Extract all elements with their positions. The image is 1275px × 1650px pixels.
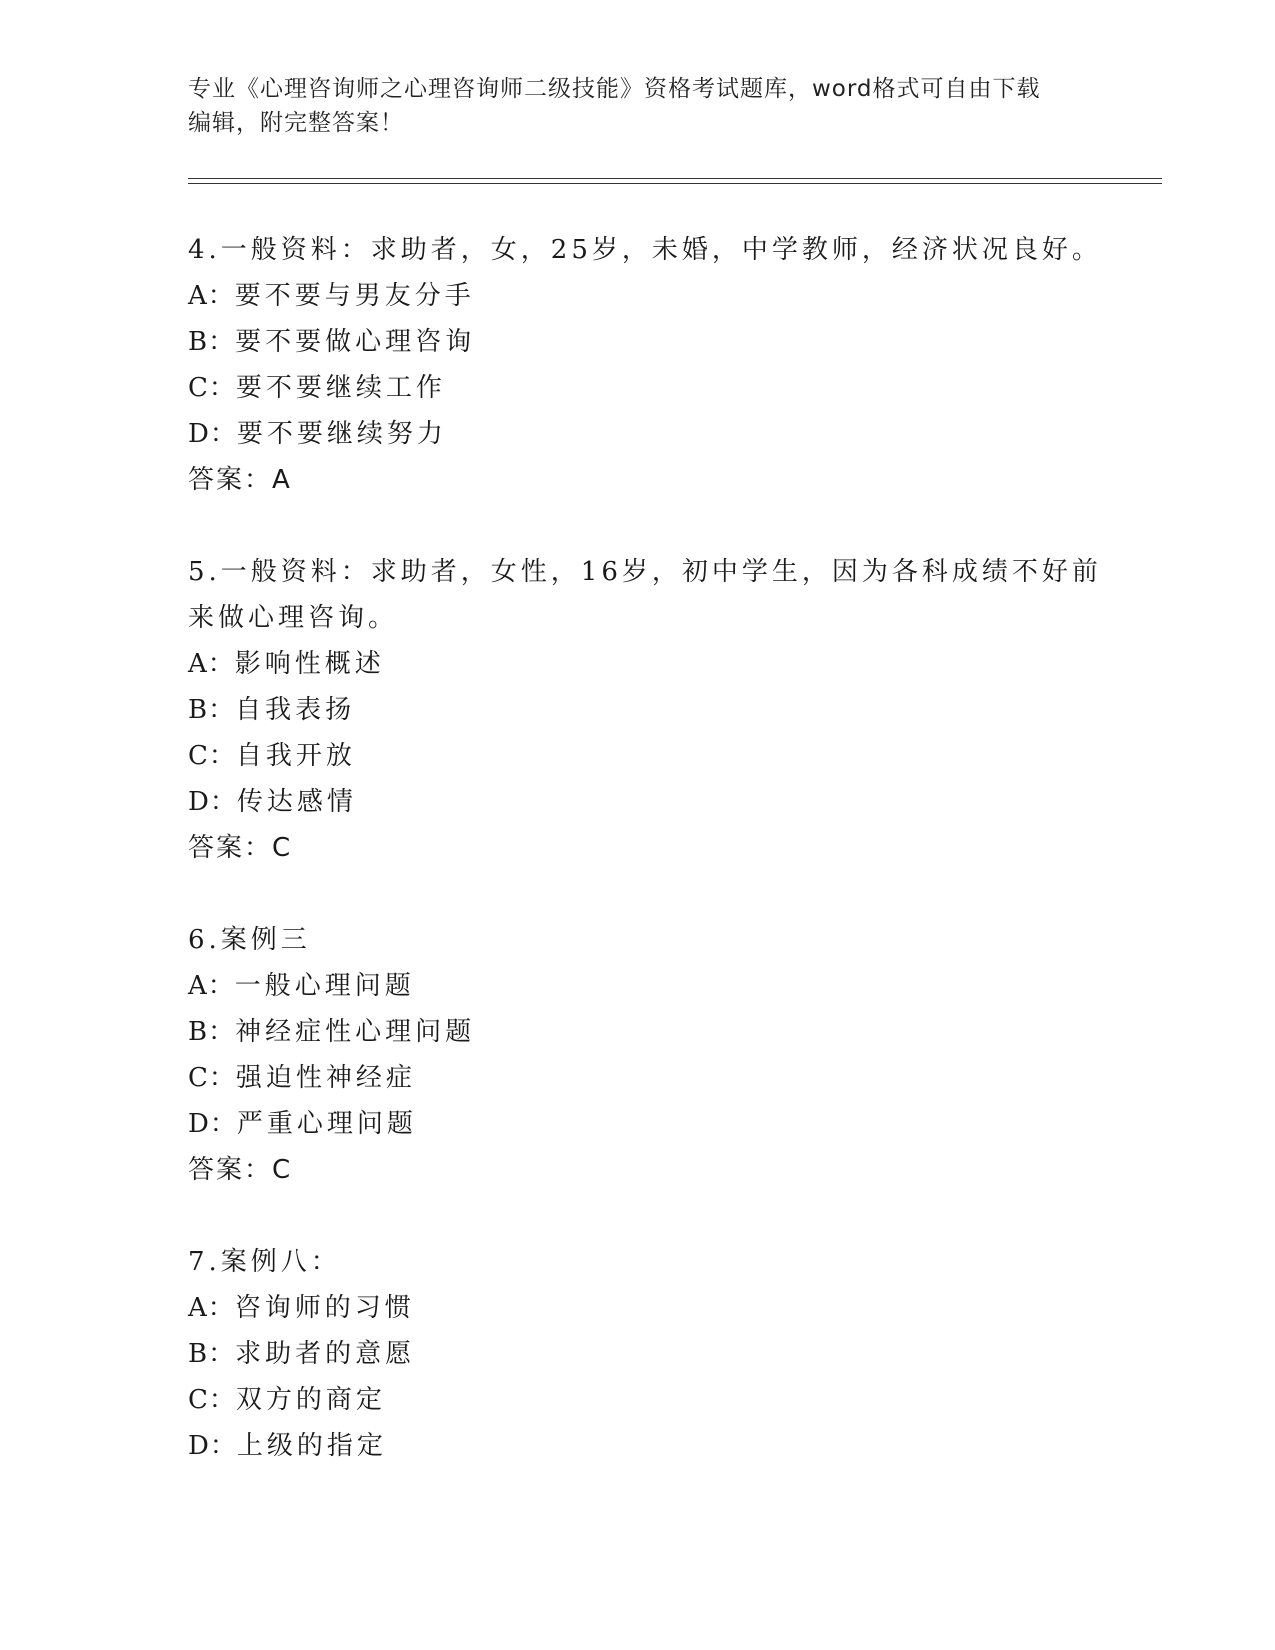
question-7 [188,1239,1088,1469]
option-b [188,1009,1088,1055]
option-text: 要不要继续努力 [236,419,447,449]
option-text: 上级的指定 [236,1431,387,1461]
header-line-2: 编辑，附完整答案！ [188,110,404,136]
option-text: 自我开放 [235,741,356,771]
option-b [188,687,1088,733]
option-key: C： [188,1385,236,1415]
option-a [188,641,1088,687]
option-text: 要不要做心理咨询 [235,327,476,357]
question-5 [188,549,1102,871]
question-4 [188,227,1102,503]
option-key: B： [188,695,236,725]
option-key: C： [188,373,236,403]
option-b [188,1331,1088,1377]
question-text-continued: 来做心理咨询。 [188,603,399,633]
option-key: C： [188,1063,236,1093]
option-key: B： [188,1339,236,1369]
question-text: 7.案例八： [188,1247,341,1277]
option-d [188,1101,1088,1147]
option-text: 要不要与男友分手 [234,281,475,311]
option-text: 要不要继续工作 [235,373,446,403]
option-key: B： [188,327,236,357]
question-text: 4.一般资料：求助者，女，25岁，未婚，中学教师，经济状况良好。 [188,235,1102,265]
question-text: 5.一般资料：求助者，女性，16岁，初中学生，因为各科成绩不好前 [188,557,1102,587]
option-text: 咨询师的习惯 [234,1293,415,1323]
option-key: B： [188,1017,236,1047]
option-text: 强迫性神经症 [235,1063,416,1093]
option-text: 求助者的意愿 [235,1339,416,1369]
option-key: A： [188,1293,235,1323]
question-6 [188,917,1088,1193]
option-c [188,1377,1088,1423]
option-key: C： [188,741,236,771]
document-header [188,72,1088,140]
answer: 答案：C [188,1155,293,1185]
option-d [188,411,1088,457]
header-divider-top [188,178,1162,179]
option-key: D： [188,787,237,817]
option-d [188,779,1088,825]
option-text: 一般心理问题 [234,971,415,1001]
option-text: 影响性概述 [234,649,385,679]
option-a [188,963,1088,1009]
option-c [188,733,1088,779]
option-key: A： [188,971,235,1001]
question-list [188,227,1102,1515]
option-key: D： [188,1109,237,1139]
option-a [188,1285,1088,1331]
header-line-1: 专业《心理咨询师之心理咨询师二级技能》资格考试题库，word格式可自由下载 [188,76,1041,102]
option-key: A： [188,281,235,311]
option-text: 传达感情 [236,787,357,817]
option-a [188,273,1088,319]
option-b [188,319,1088,365]
option-text: 双方的商定 [235,1385,386,1415]
option-text: 自我表扬 [235,695,356,725]
option-key: D： [188,419,237,449]
option-key: D： [188,1431,237,1461]
answer: 答案：A [188,465,292,495]
option-c [188,365,1088,411]
option-text: 严重心理问题 [236,1109,417,1139]
option-c [188,1055,1088,1101]
header-divider-bottom [188,183,1162,184]
answer: 答案：C [188,833,293,863]
option-key: A： [188,649,235,679]
option-d [188,1423,1088,1469]
option-text: 神经症性心理问题 [235,1017,476,1047]
question-text: 6.案例三 [188,925,311,955]
